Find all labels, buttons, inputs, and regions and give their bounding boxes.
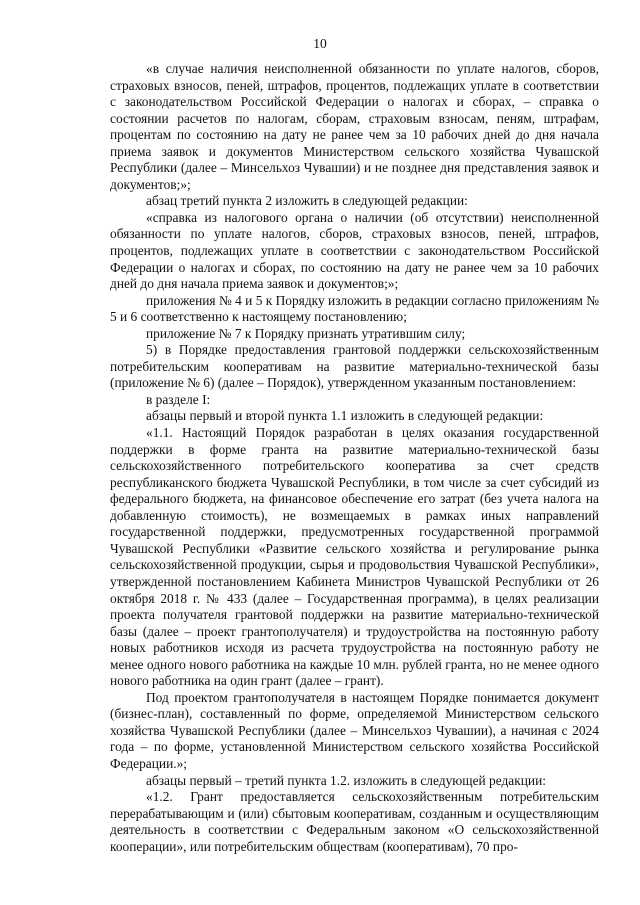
- paragraph-appendix-7-repeal: приложение № 7 к Порядку признать утратившим силу;: [146, 325, 466, 341]
- paragraph-section-1: в разделе I:: [146, 391, 211, 407]
- paragraph-item2-paragraph3-instruction: абзац третий пункта 2 изложить в следующей редакции:: [146, 193, 468, 209]
- paragraph-item-1-2-instruction: абзацы первый – третий пункта 1.2. изложить в следующей редакции:: [146, 772, 546, 788]
- paragraph-tax-certificate-clause: «справка из налогового органа о наличии (об отсутствии) неисполненной обязанности по уплате налогов, сборов, страховых взносов, пеней, штрафов, процентов, подлежащих уплате в соответствии с законодательством Российской Федерации о налогах и сборах, по состоянию на дату не ранее чем за 10 рабочих дней до дня начала приема заявок и документов;»;: [110, 209, 599, 292]
- page-number: 10: [313, 36, 327, 51]
- paragraph-project-definition: Под проектом грантополучателя в настоящем Порядке понимается документ (бизнес-план), составленный по форме, определяемой Министерством сельского хозяйства Чувашской Республики (далее – Минсельхоз Чувашии), а начиная с 2024 года – по форме, установленной Министерством сельского хозяйства Российской Федерации.»;: [110, 689, 599, 771]
- paragraph-item-1-2-text: «1.2. Грант предоставляется сельскохозяйственным потребительским перерабатывающим и (или) сбытовым кооперативам, созданным и осуществляющим деятельность в соответствии с Федеральным законом «О сельскохозяйственной кооперации», или потребительским обществам (кооперативам), 70 про-: [110, 789, 599, 854]
- paragraph-item-1-1-text: «1.1. Настоящий Порядок разработан в целях оказания государственной поддержки в форме гранта на развитие материально-технической базы сельскохозяйственного потребительского кооператива за счет средств республиканского бюджета Чувашской Республики, в том числе за счет субсидий из федерального бюджета, на финансовое обеспечение его затрат (без учета налога на добавленную стоимость), не возмещаемых в рамках иных направлений государственной поддержки, предусмотренных государственной программой Чувашской Республики «Развитие сельского хозяйства и регулирование рынка сельскохозяйственной продукции, сырья и продовольствия Чувашской Республики», утвержденной постановлением Кабинета Министров Чувашской Республики от 26 октября 2018 г. № 433 (далее – Государственная программа), в целях реализации проекта получателя грантовой поддержки на развитие материально-технической базы (далее – проект грантополучателя) и трудоустройства на постоянную работу новых работников исходя из расчета трудоустройства на постоянную работу не менее одного нового работника на каждые 10 млн. рублей гранта, но не менее одного нового работника на один грант (далее – грант).: [110, 425, 599, 689]
- paragraph-tax-debt-clause: «в случае наличия неисполненной обязанности по уплате налогов, сборов, страховых взносов, пеней, штрафов, процентов, подлежащих уплате в соответствии с законодательством Российской Федерации о налогах и сборах, – справка о состоянии расчетов по налогам, сборам, страховым взносам, пеням, штрафам, процентам по состоянию на дату не ранее чем за 10 рабочих дней до дня начала приема заявок и документов Министерством сельского хозяйства Чувашской Республики (далее – Минсельхоз Чувашии) и не позднее дня представления заявок и документов;»;: [110, 61, 599, 192]
- paragraph-appendices-4-5: приложения № 4 и 5 к Порядку изложить в редакции согласно приложениям № 5 и 6 соответственно к настоящему постановлению;: [110, 292, 599, 325]
- paragraph-item-5-procedure: 5) в Порядке предоставления грантовой поддержки сельскохозяйственным потребительским кооперативам на развитие материально-технической базы (приложение № 6) (далее – Порядок), утвержденном указанным постановлением:: [110, 342, 599, 391]
- paragraph-item-1-1-instruction: абзацы первый и второй пункта 1.1 изложить в следующей редакции:: [146, 408, 544, 424]
- document-body: [110, 61, 599, 855]
